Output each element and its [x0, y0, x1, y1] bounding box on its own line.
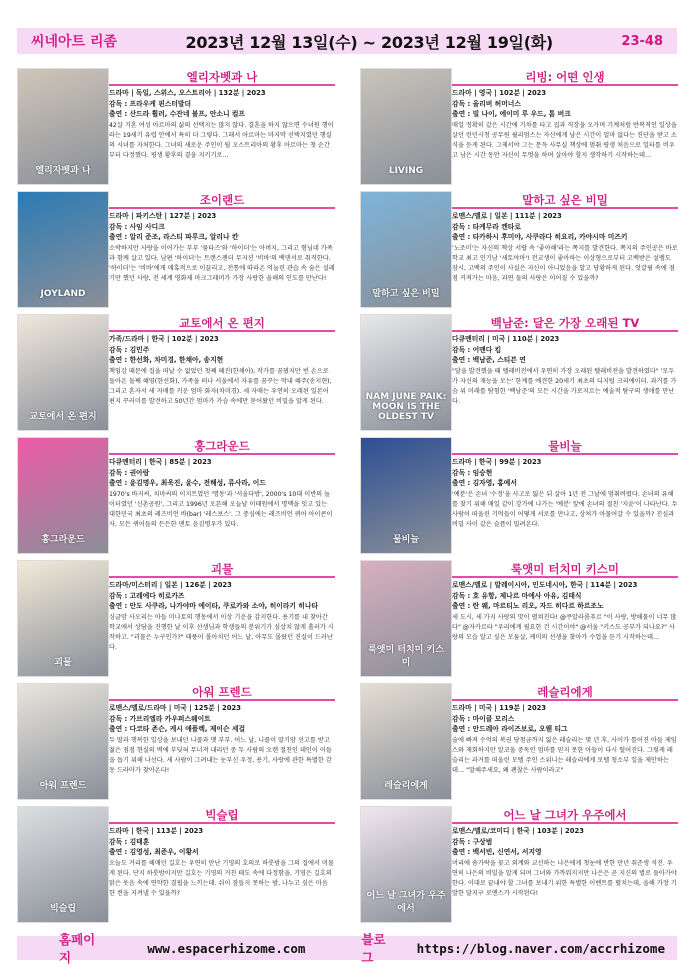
- movie-poster: [17, 191, 109, 308]
- movie-info: [109, 560, 335, 653]
- movie-poster: [17, 314, 109, 431]
- movie-director: 감독 : 호 유항, 제나르 마에사 아유, 김태식: [452, 591, 582, 600]
- movie-cast: 출연 : 산드라 휠러, 수잔네 볼프, 안소니 컬프: [109, 110, 246, 118]
- movie-poster: [360, 683, 452, 800]
- movie-description: 싱글맘 사오리는 아들 미나토의 행동에서 이상 기운을 감지한다. 용기를 내 찾아간 학교에서 상담을 진행한 날 이후 선생님과 학생들의 분위기가 심상치 않게 흘러가 시작하고. "괴물은 누구인가?" 태풍이 몰아치던 어느 날, 아무도 몰랐던 진실이 드러난다.: [109, 613, 334, 652]
- movie-description: 1970's 바지씨, 치마씨의 이지트였던 '명동'과 '서울다방', 2000's 10대 이반의 놀이터였던 '신촌공원', 그리고 1996년 오픈해 오늘날 이태원에서 명맥을 잇고 있는 대한민국 최초의 레즈비언 바(bar) '레스보스'. 그 중심에는 레즈비언 퀴어 아이콘이자, 모든 퀴어들의 든든한 맨토 윤김명우가 있다.: [109, 490, 333, 529]
- blog-label: 블로그: [361, 932, 386, 965]
- movie-info: [109, 314, 335, 407]
- movie-cast: 출연 : 백남준, 스티븐 연: [452, 356, 526, 364]
- movie-description: 오늘도 거리를 헤매던 길호는 우연히 만난 기영의 호의로 하룻밤을 그의 집에서 머물게 된다. 단지 하룻밤이지만 길호는 기영의 거친 태도 속에 다정함을, 기영은 길호의 맑은 웃음 속에 연약한 결핍을 느끼는데. 쉬이 잠들지 못하는 밤, 나누고 싶은 마음 한 켠을 지켜낼 수 있을까?: [109, 859, 334, 898]
- movie-director: 감독 : 김태훈: [109, 837, 150, 846]
- movie-description: 머리에 솜가락을 꽂고 외계와 교신하는 나은에게 첫눈에 반한 만년 취준생 석진. 우연히 나은의 비밀을 알게 되며 그녀와 가까워지지만 나은은 곧 지신의 별로 돌아가야 한다. 이대로 끝내야 할 그녀를 보내기 위한 특별한 이벤트를 펼치는데, 올해 가장 기발한 달지구 로맨스가 시작된다!: [452, 859, 677, 898]
- movie-cast: 출연 : 타카하시 후미야, 사쿠라다 히요리, 카야시마 미즈키: [452, 233, 628, 241]
- homepage-label: 홈페이지: [59, 932, 96, 965]
- movie-genre-line: 드라마 | 한국 | 113분 | 2023: [109, 827, 204, 835]
- movie-genre-line: 로맨스/멜로 | 일본 | 111분 | 2023: [452, 212, 562, 220]
- movie-poster: [360, 437, 452, 554]
- movie-info: [109, 68, 335, 161]
- movie-genre-line: 드라마/미스터리 | 일본 | 126분 | 2023: [109, 581, 232, 589]
- movie-info: [452, 191, 678, 284]
- movie-info: [109, 683, 335, 776]
- brand-name: 씨네아트 리좀: [31, 34, 118, 50]
- movie-genre-line: 로맨스/멜로/드라마 | 미국 | 125분 | 2023: [109, 704, 241, 712]
- movie-description: "달을 발견했을 때 텔레비전에서 우연히 가장 오래된 텔레비전을 발견하였다" '모두가 자신의 재능을 모는' 한계를 예견한 20세기 최초의 디지털 크리에이터. 과거를 가슴 위 미래를 탐험한 '백남준'의 모든 시간을 가로지르는 예술적 탐구의 생애를 만난다.: [452, 367, 677, 406]
- movie-genre-line: 로맨스/멜로 | 말레이시아, 인도네시아, 한국 | 114분 | 2023: [452, 581, 638, 589]
- movie-info: [452, 437, 678, 530]
- movie-description: 책임감 때문에 집을 떠날 수 없었던 첫째 혜진(한채아), 작가를 꿈꿨지만 빈 손으로 돌아온 둘째 혜영(한선화), 가족을 떠나 서울에서 자유를 꿈꾸는 막내 혜주(송지현), 그리고 혼자서 세 자매를 키운 엄마 화자(차미경). 세 자매는 우연히 오래된 일본어 편지 꾸러미를 발견하고 50년간 엄마가 가슴 속에만 묻어왔던 비밀을 알게 된다.: [109, 367, 332, 406]
- poster-title: 홍그라운드: [41, 535, 85, 545]
- movie-description: 두 딸과 행복한 일상을 보내던 니콜과 맷 부부. 어느 날, 니콜이 말기암 선고를 받고 젊은 점점 현실의 벽에 부딪혀 무너져 내리던 중 두 사람의 오랜 절친인 데인이 이들을 돕기 위해 나선다. 세 사람이 그려내는 눈부신 우정, 용기, 사랑에 관한 특별한 감동 드라마가 찾아온다!: [109, 736, 332, 775]
- movie-title: 괴물: [109, 560, 335, 578]
- movie-info: [452, 560, 678, 643]
- poster-title: 룩앳미 터치미 키스미: [368, 645, 444, 668]
- movie-description: 세 도시, 세 가지 사랑의 맛이 펼쳐진다! @쿠알라룸푸르 "이 사랑, 방해물이 너무 많다" @자카르타 "우리에게 필요한 건 시간이야" @서울 "키스도 공부가 되나요?" 사랑의 모습 알고 싶은 모둠살, 케미의 선생을 찾아가 수업을 듣기 시작하는데…: [452, 613, 677, 641]
- movie-poster: [17, 683, 109, 800]
- blog-link[interactable]: https://blog.naver.com/accrhizome: [416, 940, 665, 956]
- movie-title: 말하고 싶은 비밀: [452, 191, 678, 209]
- movie-title: 레슬리에게: [452, 683, 678, 701]
- movie-cast: 출연 : 란 웨, 마르티노 리오, 자드 히다르 하르조노: [452, 602, 604, 610]
- movie-director: 감독 : 사임 사디크: [109, 222, 165, 231]
- movie-director: 감독 : 어맨다 킴: [452, 345, 502, 354]
- movie-entry: [360, 560, 678, 681]
- movie-description: 소박하지만 사랑을 이어가는 부부 '뭄타즈'와 '하이더'는 아버지, 그리고 형님네 가족과 함께 살고 있다. 남편 '하이더'는 트랜스젠더 무지션 '비바'의 백댄서로 취직한다. '하이더'는 '비바'에게 매혹적으로 이끌리고, 전통에 따라온 억눌린 관습 속 숨은 설레기만 했던 사랑, 전 세계 영화제 마크그래머가 가장 사랑한 올해의 인도를 만난다!: [109, 244, 335, 283]
- movie-info: [452, 68, 678, 161]
- movie-director: 감독 : 프라우케 핀스터발더: [109, 99, 192, 108]
- movie-poster: [17, 68, 109, 185]
- movie-entry: [17, 437, 335, 558]
- movie-description: 매일 정확히 같은 시간에 기차를 타고 집과 직장을 오가며 기계처럼 반복적인 일상을 살던 런던시청 공무원 윌리엄스는 자신에게 남은 시간이 얼마 없다는 진단을 받고 소식을 듣게 된다. 그제서야 그는 문득 사무실 책상에 멈춰 평생 처음으로 일터를 비우고 남은 시간 동안 자신이 무엇을 하며 살아야 할지 생각하기 시작하는데…: [452, 121, 677, 160]
- movie-title: 아워 프렌드: [109, 683, 335, 701]
- movie-entry: [360, 68, 678, 189]
- poster-title: 아워 프렌드: [39, 781, 87, 791]
- poster-title: JOYLAND: [40, 289, 86, 299]
- poster-title: 어느 날 그녀가 우주에서: [366, 891, 446, 914]
- movie-info: [452, 806, 678, 899]
- movie-entry: [360, 191, 678, 312]
- movie-poster: [360, 806, 452, 923]
- poster-title: 괴물: [54, 658, 72, 668]
- movie-cast: 출연 : 안도 사쿠라, 나가야마 에이타, 쿠로카와 소야, 히이라기 히나타: [109, 602, 319, 610]
- homepage-link[interactable]: www.espacerhizome.com: [147, 940, 306, 956]
- poster-title: 말하고 싶은 비밀: [372, 289, 440, 299]
- movie-title: 엘리자벳과 나: [109, 68, 335, 86]
- movie-title: 백남준: 달은 가장 오래된 TV: [452, 314, 678, 332]
- movie-info: [109, 437, 335, 530]
- movie-title: 어느 날 그녀가 우주에서: [452, 806, 678, 824]
- movie-genre-line: 드라마 | 영국 | 102분 | 2023: [452, 89, 547, 97]
- movie-entry: [360, 314, 678, 435]
- movie-genre-line: 다큐멘터리 | 한국 | 85분 | 2023: [109, 458, 212, 466]
- page-header: [17, 28, 677, 54]
- movie-genre-line: 드라마 | 독일, 스위스, 오스트리아 | 132분 | 2023: [109, 89, 266, 97]
- movie-genre-line: 드라마 | 미국 | 119분 | 2023: [452, 704, 547, 712]
- movie-cast: 출연 : 한선화, 차미경, 한채아, 송지현: [109, 356, 224, 364]
- movie-director: 감독 : 권아람: [109, 468, 150, 477]
- page-footer: [17, 932, 677, 965]
- movie-entry: [17, 314, 335, 435]
- movie-entry: [360, 683, 678, 804]
- movie-entry: [17, 560, 335, 681]
- movie-director: 감독 : 고레에다 히로카즈: [109, 591, 185, 600]
- poster-title: 교토에서 온 편지: [29, 412, 97, 422]
- movie-cast: 출연 : 김자영, 홍예서: [452, 479, 517, 487]
- poster-title: LIVING: [388, 166, 424, 176]
- poster-title: NAM JUNE PAIK: MOON IS THE OLDEST TV: [365, 392, 447, 422]
- poster-title: 물비늘: [392, 535, 420, 545]
- movie-title: 룩앳미 터치미 키스미: [452, 560, 678, 578]
- movie-director: 감독 : 임승현: [452, 468, 493, 477]
- movie-director: 감독 : 타케무라 켄타로: [452, 222, 521, 231]
- movie-genre-line: 로맨스/멜로/코미디 | 한국 | 103분 | 2023: [452, 827, 584, 835]
- movie-entry: [17, 683, 335, 804]
- movie-description: '예분'은 손녀 '수정'을 사고로 잃은 뒤 살아 1년 전 그날에 멈춰버렸다. 손녀의 유해를 찾기 위해 매일 같이 강가에 나가는 '예분' 앞에 손녀의 절친 '지윤'이 나타난다. 두 사람이 떠올린 기억들이 어떻게 서로를 만나고, 상처가 아물어갈 수 있을까? 진심과 비밀 사이 같은 슬픔이 밀려온다.: [452, 490, 678, 529]
- movie-info: [109, 191, 335, 284]
- movie-entry: [360, 437, 678, 558]
- movie-title: 홍그라운드: [109, 437, 335, 455]
- movie-info: [109, 806, 335, 899]
- movie-cast: 출연 : 빌 나이, 에이미 루 우드, 톰 버크: [452, 110, 571, 118]
- movie-poster: [360, 68, 452, 185]
- movie-title: 리빙: 어떤 인생: [452, 68, 678, 86]
- movie-genre-line: 다큐멘터리 | 미국 | 110분 | 2023: [452, 335, 560, 343]
- movie-cast: 출연 : 백서빈, 신연서, 서지영: [452, 848, 542, 856]
- movie-title: 물비늘: [452, 437, 678, 455]
- movie-description: 술에 빠져 수억의 복권 당첨금까지 잃은 레슬리는 몇 년 후, 사이가 틀어진 아들 제임스와 재회하지만 알코올 중독인 엄마를 믿지 못한 아들이 다시 떨어진다. 그렇게 레슬리는 과거를 떠올린 모텔 주인 스위니는 레슬리에게 모텔 청소부 일을 제안하는데… "말해주세요, 왜 괜찮은 사람이라고": [452, 736, 677, 775]
- movie-title: 교토에서 온 편지: [109, 314, 335, 332]
- issue-number: 23-48: [621, 33, 663, 49]
- poster-title: 레슬리에게: [384, 781, 428, 791]
- movie-entry: [17, 191, 335, 312]
- movie-director: 감독 : 마이클 모리스: [452, 714, 515, 723]
- movie-description: 42살 기혼 여성 아르마의 삶의 선택지는 많지 않다. 결혼을 하지 않으면 수녀원 행이라는 19세기 유럽 안에서 특히 더 그렇다. 그래서 아르마는 마지막 선택지였던 행실의 시녀를 자처한다. 그녀의 새로운 주인이 될 오스트리아의 황후 아르마는 첫 순간부터 다정했다. 평생 황후의 곁을 지키기로…: [109, 121, 334, 160]
- schedule-period: 2023년 12월 13일(수) ~ 2023년 12월 19일(화): [185, 32, 553, 52]
- movie-info: [452, 314, 678, 407]
- movie-entry: [17, 68, 335, 189]
- poster-title: 빅슬립: [49, 904, 77, 914]
- movie-description: '노조미'는 자신의 책상 서랍 속 '좋아해'라는 쪽지를 발견한다. 쪽지의 주인공은 바로 학교 최고 인기남 '세토야마'! 전교생이 좋아하는 이상형으로부터 고백받은 설렘도 잠시, 고백의 주인이 사실은 자신이 아니었음을 알고 당황하게 된다. 엇갈림 속에 점점 커져가는 마음, 과연 둘의 사랑은 이어질 수 있을까?: [452, 244, 678, 283]
- movie-info: [452, 683, 678, 776]
- movie-title: 빅슬립: [109, 806, 335, 824]
- movie-title: 조이랜드: [109, 191, 335, 209]
- movie-cast: 출연 : 윤김명우, 최욱진, 윤수, 전해성, 류사라, 이드: [109, 479, 266, 487]
- movie-entry: [360, 806, 678, 927]
- movie-poster: [360, 314, 452, 431]
- movie-entry: [17, 806, 335, 927]
- movie-poster: [17, 437, 109, 554]
- poster-title: 엘리자벳과 나: [35, 166, 91, 176]
- movie-director: 감독 : 올리버 허머너스: [452, 99, 521, 108]
- movie-director: 감독 : 가브리엘라 카우퍼스웨이트: [109, 714, 211, 723]
- movie-cast: 출연 : 알리 준조, 라스티 파루크, 알리나 칸: [109, 233, 239, 241]
- movie-cast: 출연 : 안드레아 라이즈보로, 오웬 티그: [452, 725, 568, 733]
- movie-genre-line: 드라마 | 파키스탄 | 127분 | 2023: [109, 212, 217, 220]
- movie-poster: [17, 806, 109, 923]
- movie-cast: 출연 : 김영성, 최준우, 이황서: [109, 848, 199, 856]
- movie-genre-line: 가족/드라마 | 한국 | 102분 | 2023: [109, 335, 219, 343]
- movie-director: 감독 : 김민주: [109, 345, 150, 354]
- movie-director: 감독 : 구상범: [452, 837, 493, 846]
- movie-poster: [360, 560, 452, 677]
- movie-genre-line: 드라마 | 한국 | 99분 | 2023: [452, 458, 542, 466]
- movie-cast: 출연 : 다코타 존슨, 케시 애플렉, 제이슨 세걸: [109, 725, 246, 733]
- movie-poster: [17, 560, 109, 677]
- movie-poster: [360, 191, 452, 308]
